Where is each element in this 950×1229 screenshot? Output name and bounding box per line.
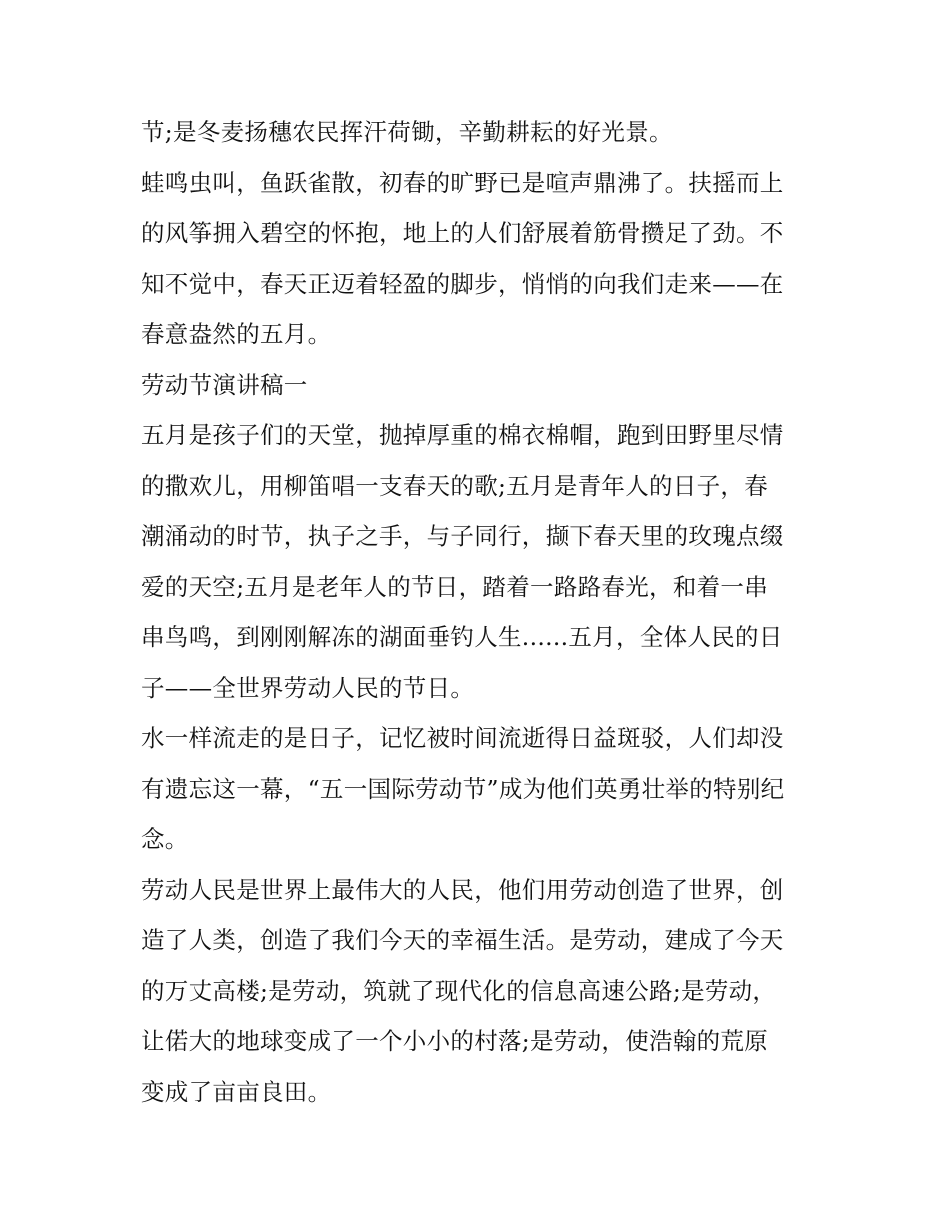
text-line: 的风筝拥入碧空的怀抱，地上的人们舒展着筋骨攒足了劲。不 <box>141 219 784 247</box>
text-line: 蛙鸣虫叫，鱼跃雀散，初春的旷野已是喧声鼎沸了。扶摇而上 <box>141 168 784 197</box>
text-line: 造了人类，创造了我们今天的幸福生活。是劳动，建成了今天 <box>141 926 784 954</box>
text-line: 春意盎然的五月。 <box>141 320 332 348</box>
text-line: 变成了亩亩良田。 <box>141 1077 332 1106</box>
text-line: 知不觉中，春天正迈着轻盈的脚步，悄悄的向我们走来——在 <box>141 269 784 298</box>
section-heading: 劳动节演讲稿一 <box>141 370 308 399</box>
text-line: 念。 <box>141 825 189 853</box>
text-line: 的万丈高楼;是劳动，筑就了现代化的信息高速公路;是劳动， <box>141 976 777 1005</box>
text-line: 潮涌动的时节，执子之手，与子同行，撷下春天里的玫瑰点缀 <box>141 522 784 550</box>
text-line: 节;是冬麦扬穗农民挥汗荷锄，辛勤耕耘的好光景。 <box>141 118 673 146</box>
text-line: 的撒欢儿，用柳笛唱一支春天的歌;五月是青年人的日子，春 <box>141 471 769 500</box>
text-line: 有遗忘这一幕，“五一国际劳动节”成为他们英勇壮举的特别纪 <box>141 774 785 803</box>
text-line: 五月是孩子们的天堂，抛掉厚重的棉衣棉帽，跑到田野里尽情 <box>141 421 784 449</box>
text-line: 子——全世界劳动人民的节日。 <box>141 673 475 702</box>
text-line: 串鸟鸣，到刚刚解冻的湖面垂钓人生......五月，全体人民的日 <box>141 623 783 651</box>
text-line: 爱的天空;五月是老年人的节日，踏着一路路春光，和着一串 <box>141 572 769 601</box>
text-line: 水一样流走的是日子，记忆被时间流逝得日益斑驳，人们却没 <box>141 724 784 752</box>
text-line: 让偌大的地球变成了一个小小的村落;是劳动，使浩翰的荒原 <box>141 1027 769 1055</box>
document-body <box>141 107 821 1117</box>
text-line: 劳动人民是世界上最伟大的人民，他们用劳动创造了世界，创 <box>141 875 784 904</box>
